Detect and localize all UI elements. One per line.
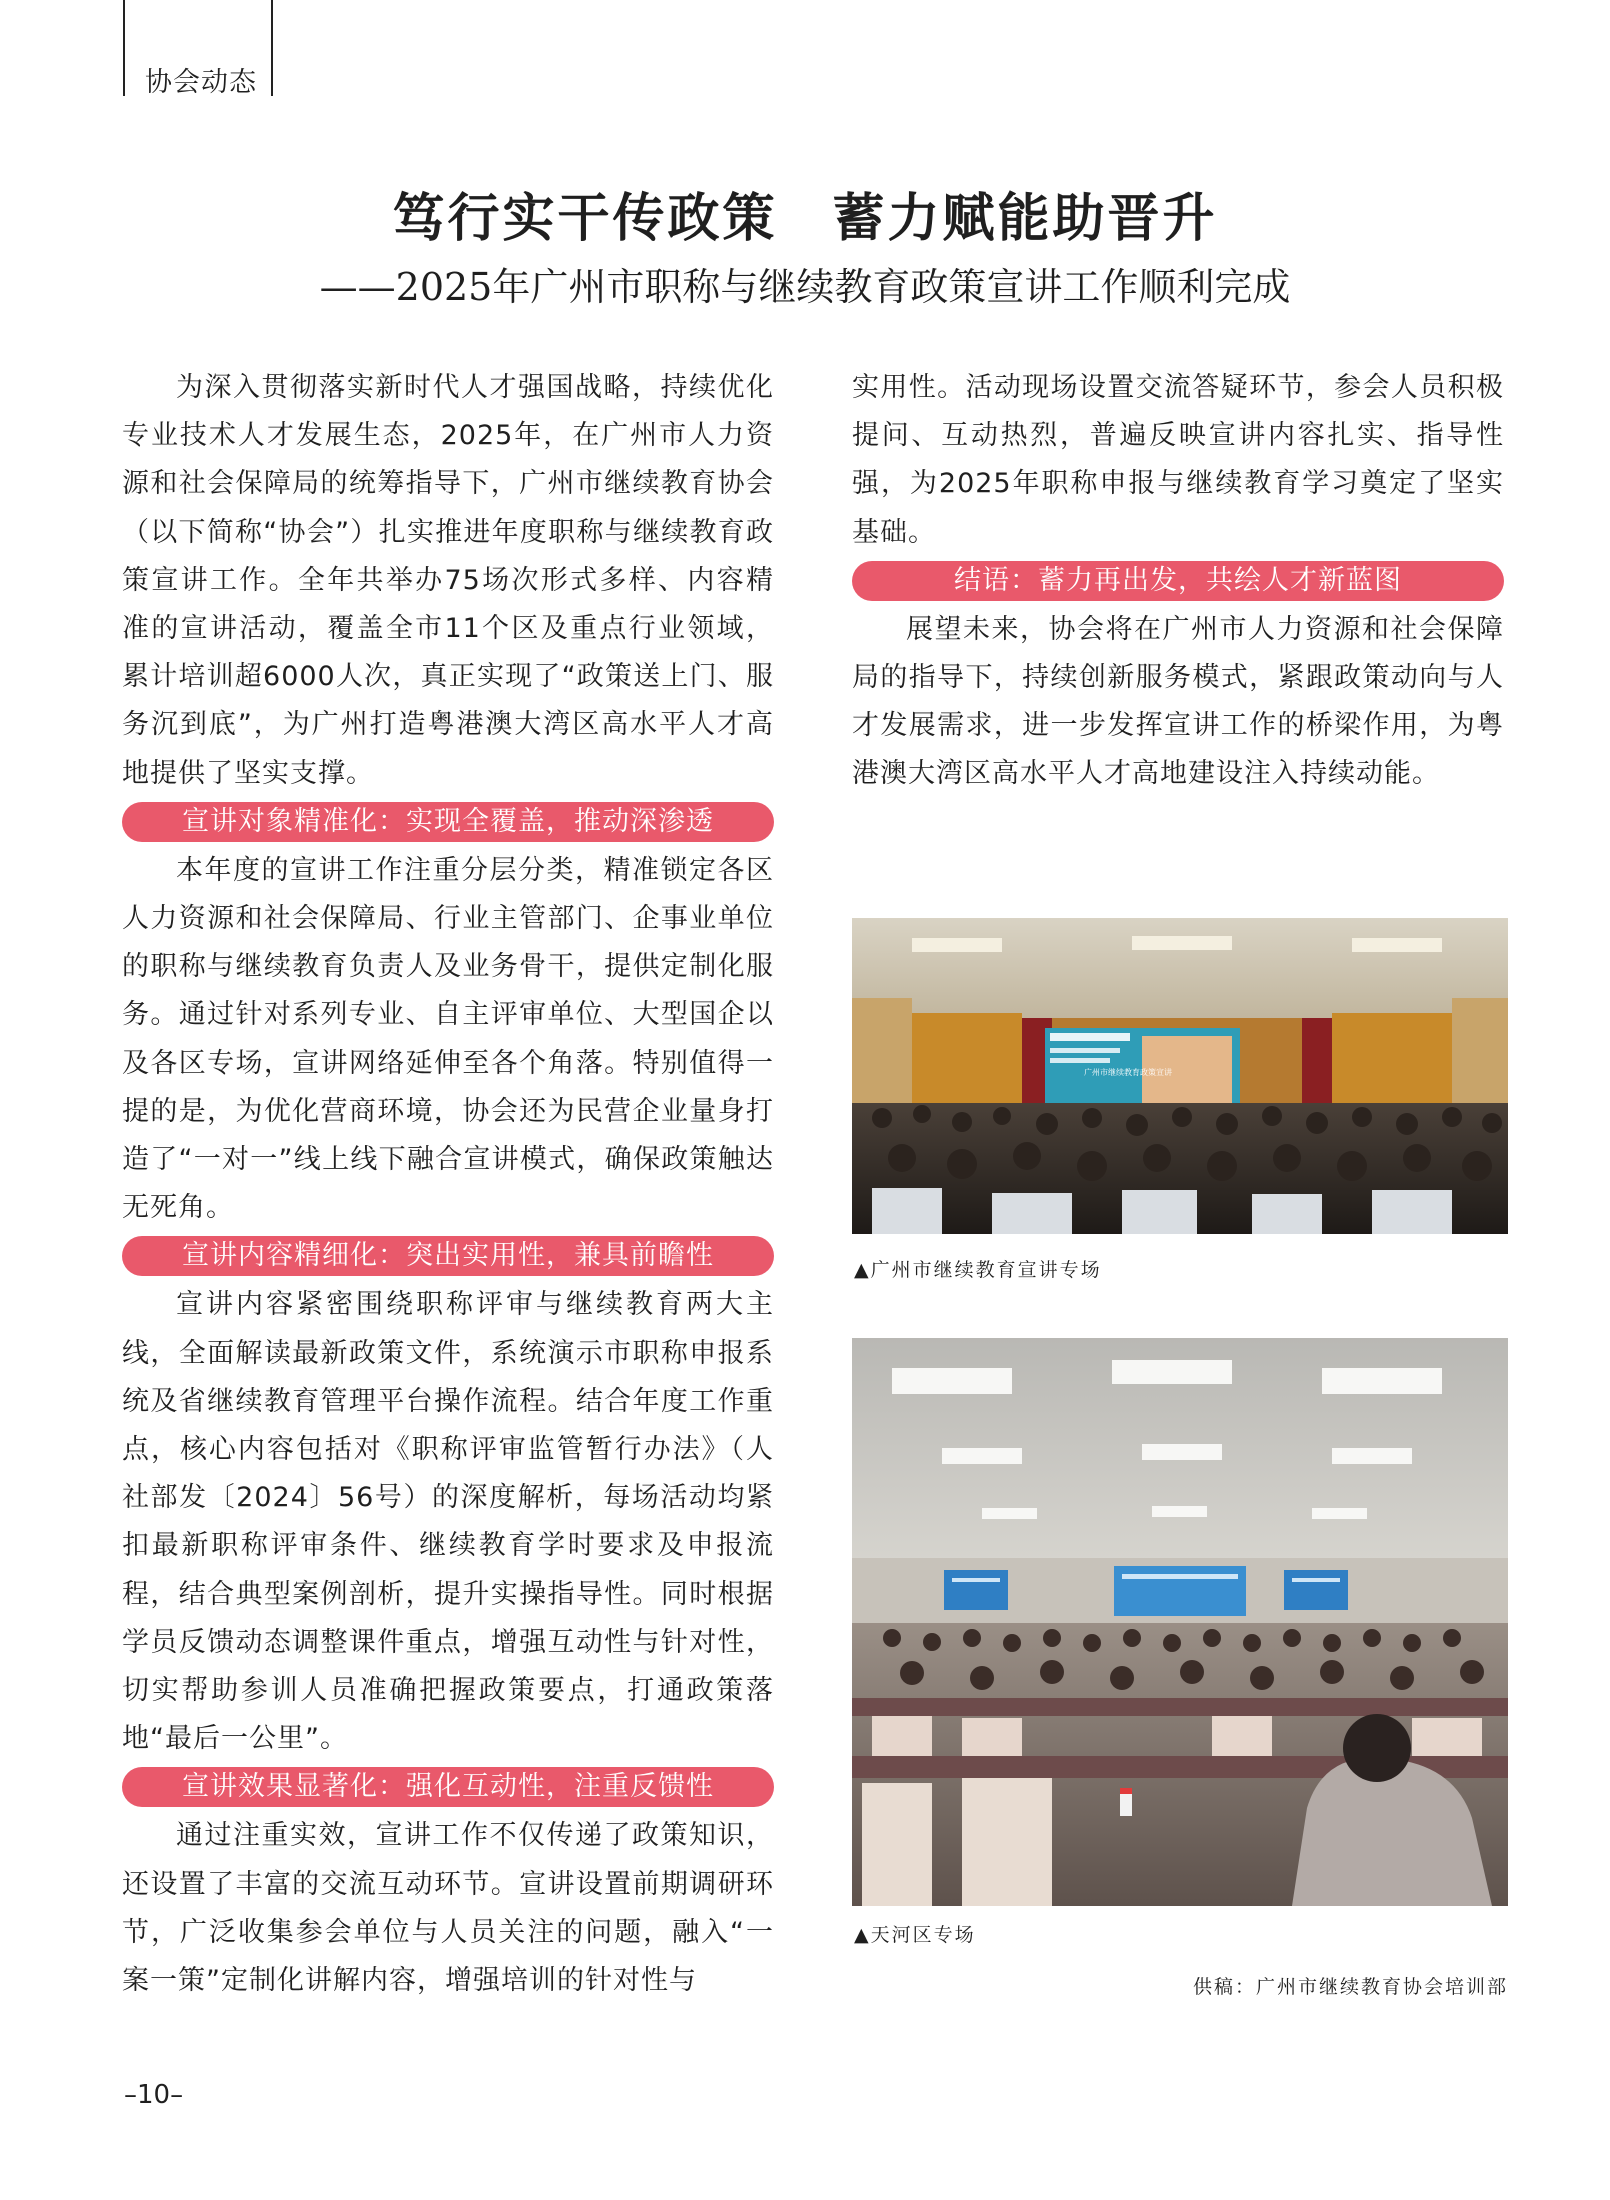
section-label: 协会动态 [145, 67, 257, 98]
targets-paragraph: 本年度的宣讲工作注重分层分类，精准锁定各区人力资源和社会保障局、行业主管部门、企事业单位的职称与继续教育负责人及业务骨干，提供定制化服务。通过针对系列专业、自主评审单位、大型国企以及各区专场，宣讲网络延伸至各个角落。特别值得一提的是，为优化营商环境，协会还为民营企业量身打造了“一对一”线上线下融合宣讲模式，确保政策触达无死角。 [122, 854, 774, 1224]
effect-paragraph-continued: 实用性。活动现场设置交流答疑环节，参会人员积极提问、互动热烈，普遍反映宣讲内容扎实、指导性强，为2025年职称申报与继续教育学习奠定了坚实基础。 [852, 372, 1504, 548]
intro-paragraph: 为深入贯彻落实新时代人才强国战略，持续优化专业技术人才发展生态，2025年，在广州市人力资源和社会保障局的统筹指导下，广州市继续教育协会（以下简称“协会”）扎实推进年度职称与继续教育政策宣讲工作。全年共举办75场次形式多样、内容精准的宣讲活动，覆盖全市11个区及重点行业领域，累计培训超6000人次，真正实现了“政策送上门、服务沉到底”，为广州打造粤港澳大湾区高水平人才高地提供了坚实支撑。 [122, 372, 774, 789]
lecture-photo-1 [852, 918, 1508, 1234]
content-paragraph: 宣讲内容紧密围绕职称评审与继续教育两大主线，全面解读最新政策文件，系统演示市职称申报系统及省继续教育管理平台操作流程。结合年度工作重点，核心内容包括对《职称评审监管暂行办法》（人社部发〔2024〕56号）的深度解析，每场活动均紧扣最新职称评审条件、继续教育学时要求及申报流程，结合典型案例剖析，提升实操指导性。同时根据学员反馈动态调整课件重点，增强互动性与针对性，切实帮助参训人员准确把握政策要点，打通政策落地“最后一公里”。 [122, 1289, 774, 1755]
right-column [852, 364, 1504, 799]
article-subtitle: ——2025年广州市职称与继续教育政策宣讲工作顺利完成 [319, 265, 1291, 309]
photo-1-caption: ▲广州市继续教育宣讲专场 [854, 1259, 1102, 1281]
page-number: –10– [124, 2080, 184, 2110]
photo-2-caption: ▲天河区专场 [854, 1924, 976, 1946]
effect-paragraph: 通过注重实效，宣讲工作不仅传递了政策知识，还设置了丰富的交流互动环节。宣讲设置前期调研环节，广泛收集参会单位与人员关注的问题，融入“一案一策”定制化讲解内容，增强培训的针对性与 [122, 1820, 774, 1997]
left-column [122, 364, 774, 2005]
projected-slide-title: 广州市继续教育政策宣讲 [1084, 1068, 1172, 1077]
section-heading-conclusion: 结语：蓄力再出发，共绘人才新蓝图 [852, 561, 1504, 601]
section-heading-targets: 宣讲对象精准化：实现全覆盖，推动深渗透 [122, 802, 774, 842]
section-heading-effect: 宣讲效果显著化：强化互动性，注重反馈性 [122, 1767, 774, 1807]
section-heading-content: 宣讲内容精细化：突出实用性，兼具前瞻性 [122, 1236, 774, 1276]
conclusion-paragraph: 展望未来，协会将在广州市人力资源和社会保障局的指导下，持续创新服务模式，紧跟政策动向与人才发展需求，进一步发挥宣讲工作的桥梁作用，为粤港澳大湾区高水平人才高地建设注入持续动能。 [852, 613, 1504, 790]
article-credit: 供稿：广州市继续教育协会培训部 [1192, 1976, 1508, 1998]
section-tab [123, 0, 273, 96]
article-title: 笃行实干传政策 蓄力赋能助晋升 [392, 189, 1218, 249]
lecture-photo-2 [852, 1338, 1508, 1906]
